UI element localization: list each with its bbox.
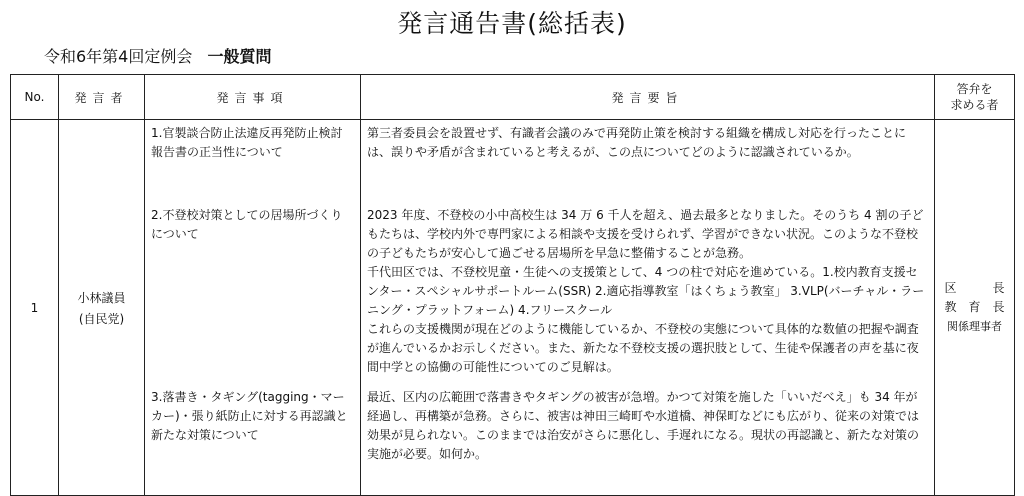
header-topic: 発言事項	[145, 75, 361, 120]
responder-3: 関係理事者	[947, 320, 1002, 333]
header-summary: 発言要旨	[361, 75, 935, 120]
session-heading	[44, 44, 271, 67]
summary-item-2-para-3: これらの支援機関が現在どのように機能しているか、不登校の実態について具体的な数値の把握や調査が進んでいるかお示しください。また、新たな不登校支援の選択肢として、生徒や保護者の声を基に夜間中学との協働の可能性についてのご見解は。	[367, 322, 919, 374]
topic-cell	[145, 120, 361, 496]
header-speaker: 発言者	[59, 75, 145, 120]
notice-table	[10, 74, 1015, 496]
summary-item-2-para-2: 千代田区では、不登校児童・生徒への支援策として、4 つの柱で対応を進めている。1.校内教育支援センター・スペシャルサポートルーム(SSR) 2.適応指導教室「はくちょう教室」 3.VLP(バーチャル・ラーニング・プラットフォーム) 4.フリースクール	[367, 265, 925, 317]
summary-item-2-para-1: 2023 年度、不登校の小中高校生は 34 万 6 千人を超え、過去最多となりました。そのうち 4 割の子どもたちは、学校内外で専門家による相談や支援を受けられず、学習ができない状況。このような不登校の子どもたちが安心して過ごせる居場所を早急に整備することが急務。	[367, 208, 924, 260]
speaker-party: (自民党)	[78, 311, 125, 326]
speaker-cell	[59, 120, 145, 496]
question-category: 一般質問	[207, 47, 272, 66]
topic-item-1: 1.官製談合防止法違反再発防止検討報告書の正当性について	[151, 126, 343, 159]
responder-2: 教育長	[944, 300, 1005, 314]
topic-item-2: 2.不登校対策としての居場所づくりについて	[151, 208, 343, 241]
summary-item-2	[361, 206, 934, 377]
session-name: 令和6年第4回定例会	[44, 47, 193, 66]
document-title: 発言通告書(総括表)	[397, 9, 627, 38]
speaker-name: 小林議員	[77, 290, 126, 305]
summary-item-3: 最近、区内の広範囲で落書きやタギングの被害が急増。かつて対策を施した「いいだべえ」も 34 年が経過し、再構築が急務。さらに、被害は神田三崎町や水道橋、神保町などにも広がり、従来の対策では効果が見られない。このままでは治安がさらに悪化し、手遅れになる。現状の再認識と、新たな対策の実施が必要。如何か。	[367, 390, 920, 461]
responder-1: 区長	[944, 281, 1005, 295]
responder-cell	[935, 120, 1015, 496]
row-number: 1	[11, 120, 59, 496]
header-responder: 答弁を 求める者	[935, 75, 1015, 120]
header-row	[11, 75, 1015, 120]
header-no: No.	[11, 75, 59, 120]
table-row	[11, 120, 1015, 496]
summary-item-1: 第三者委員会を設置せず、有識者会議のみで再発防止策を検討する組織を構成し対応を行ったことには、誤りや矛盾が含まれていると考えるが、この点についてどのように認識されているか。	[367, 126, 907, 159]
topic-item-3: 3.落書き・タギング(tagging・マーカー)・張り紙防止に対する再認識と新たな対策について	[151, 390, 348, 442]
summary-cell	[361, 120, 935, 496]
